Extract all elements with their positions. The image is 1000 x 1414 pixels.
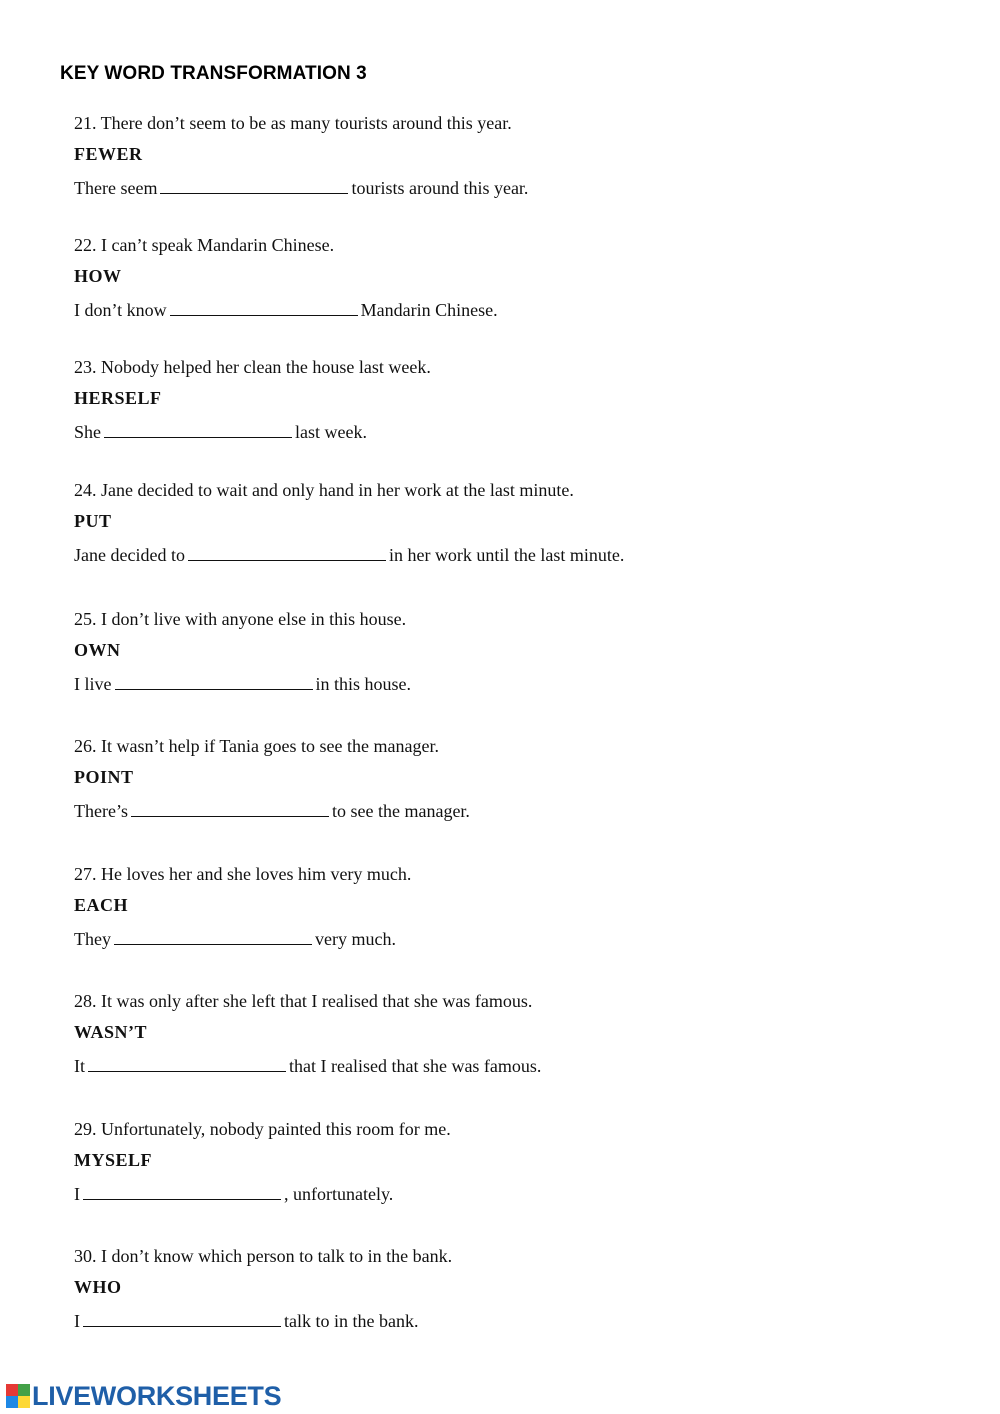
logo-text: LIVEWORKSHEETS bbox=[32, 1380, 282, 1411]
answer-blank[interactable] bbox=[131, 798, 329, 817]
answer-blank[interactable] bbox=[83, 1308, 281, 1327]
exercise-answer-line bbox=[74, 798, 934, 826]
exercise-answer-line bbox=[74, 542, 934, 570]
answer-blank[interactable] bbox=[160, 175, 348, 194]
exercise-keyword: POINT bbox=[74, 767, 134, 787]
answer-blank[interactable] bbox=[88, 1053, 286, 1072]
exercise-answer-line bbox=[74, 419, 934, 447]
exercise-item bbox=[74, 609, 934, 699]
exercise-item bbox=[74, 736, 934, 826]
exercise-keyword: HOW bbox=[74, 266, 122, 286]
liveworksheets-logo[interactable] bbox=[6, 1378, 281, 1414]
answer-suffix: Mandarin Chinese. bbox=[360, 300, 498, 320]
exercise-keyword: PUT bbox=[74, 511, 112, 531]
exercise-item bbox=[74, 991, 934, 1081]
answer-suffix: very much. bbox=[314, 929, 396, 949]
exercise-item bbox=[74, 1119, 934, 1209]
exercise-item bbox=[74, 113, 934, 203]
exercise-keyword: FEWER bbox=[74, 144, 143, 164]
answer-suffix: , unfortunately. bbox=[284, 1184, 394, 1204]
answer-prefix: I bbox=[74, 1311, 80, 1331]
exercise-item bbox=[74, 480, 934, 570]
exercise-keyword: WASN’T bbox=[74, 1022, 148, 1042]
exercise-keyword: EACH bbox=[74, 895, 129, 915]
answer-prefix: She bbox=[74, 422, 101, 442]
logo-square-green bbox=[18, 1384, 30, 1396]
answer-suffix: in this house. bbox=[315, 674, 412, 694]
answer-suffix: talk to in the bank. bbox=[284, 1311, 419, 1331]
answer-blank[interactable] bbox=[83, 1181, 281, 1200]
answer-prefix: There seem bbox=[74, 178, 158, 198]
exercise-answer-line bbox=[74, 926, 934, 954]
logo-square-red bbox=[6, 1384, 18, 1396]
answer-suffix: in her work until the last minute. bbox=[388, 545, 625, 565]
answer-blank[interactable] bbox=[104, 419, 292, 438]
exercise-prompt: 28. It was only after she left that I realised that she was famous. bbox=[74, 991, 533, 1011]
exercise-prompt: 29. Unfortunately, nobody painted this room for me. bbox=[74, 1119, 451, 1139]
exercise-prompt: 24. Jane decided to wait and only hand in her work at the last minute. bbox=[74, 480, 574, 500]
answer-prefix: There’s bbox=[74, 801, 128, 821]
exercise-item bbox=[74, 864, 934, 954]
exercise-item bbox=[74, 235, 934, 325]
exercise-answer-line bbox=[74, 1053, 934, 1081]
exercise-keyword: WHO bbox=[74, 1277, 122, 1297]
exercise-answer-line bbox=[74, 1181, 934, 1209]
exercise-answer-line bbox=[74, 1308, 934, 1336]
answer-suffix: tourists around this year. bbox=[351, 178, 529, 198]
exercise-prompt: 25. I don’t live with anyone else in this house. bbox=[74, 609, 407, 629]
answer-suffix: that I realised that she was famous. bbox=[289, 1056, 542, 1076]
exercise-item bbox=[74, 357, 934, 447]
exercise-keyword: HERSELF bbox=[74, 388, 162, 408]
answer-prefix: It bbox=[74, 1056, 85, 1076]
answer-suffix: to see the manager. bbox=[331, 801, 470, 821]
exercise-prompt: 21. There don’t seem to be as many tourists around this year. bbox=[74, 113, 512, 133]
answer-prefix: Jane decided to bbox=[74, 545, 185, 565]
exercise-keyword: MYSELF bbox=[74, 1150, 153, 1170]
answer-blank[interactable] bbox=[188, 542, 386, 561]
answer-blank[interactable] bbox=[115, 671, 313, 690]
exercise-keyword: OWN bbox=[74, 640, 121, 660]
liveworksheets-logo-icon bbox=[6, 1384, 30, 1408]
logo-square-yellow bbox=[18, 1396, 30, 1408]
exercise-item bbox=[74, 1246, 934, 1336]
page-title: KEY WORD TRANSFORMATION 3 bbox=[60, 63, 367, 84]
answer-prefix: They bbox=[74, 929, 111, 949]
answer-prefix: I live bbox=[74, 674, 112, 694]
exercise-answer-line bbox=[74, 175, 934, 203]
exercise-prompt: 22. I can’t speak Mandarin Chinese. bbox=[74, 235, 335, 255]
exercise-prompt: 23. Nobody helped her clean the house last week. bbox=[74, 357, 431, 377]
exercise-answer-line bbox=[74, 671, 934, 699]
exercise-prompt: 26. It wasn’t help if Tania goes to see the manager. bbox=[74, 736, 439, 756]
logo-square-blue bbox=[6, 1396, 18, 1408]
answer-prefix: I don’t know bbox=[74, 300, 167, 320]
answer-suffix: last week. bbox=[295, 422, 367, 442]
answer-blank[interactable] bbox=[114, 926, 312, 945]
answer-blank[interactable] bbox=[170, 297, 358, 316]
answer-prefix: I bbox=[74, 1184, 80, 1204]
exercise-prompt: 30. I don’t know which person to talk to in the bank. bbox=[74, 1246, 453, 1266]
exercise-answer-line bbox=[74, 297, 934, 325]
exercise-prompt: 27. He loves her and she loves him very much. bbox=[74, 864, 412, 884]
